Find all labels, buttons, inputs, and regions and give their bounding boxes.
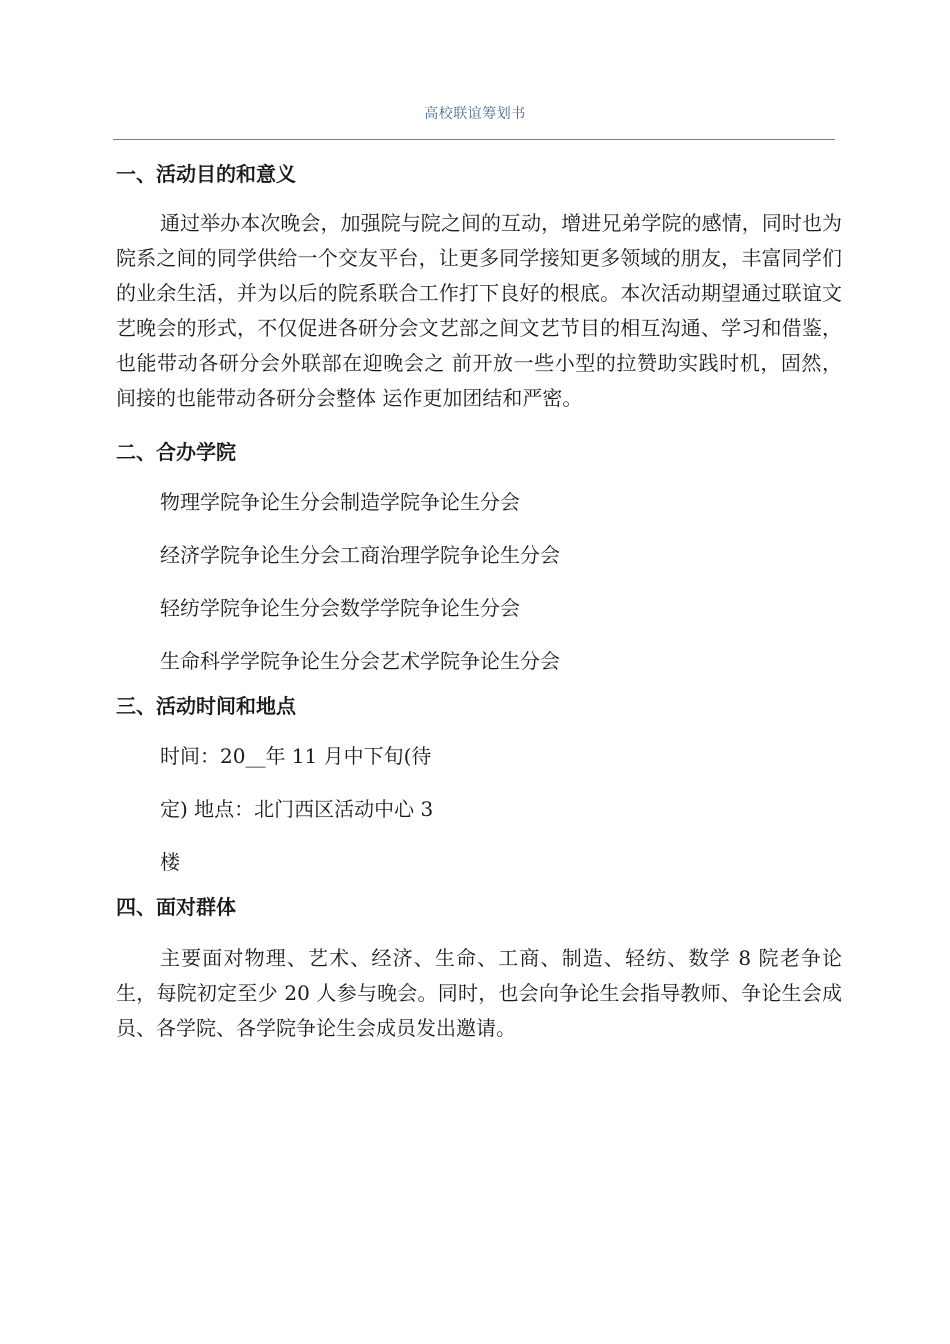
time-line: 时间：20__年 11 月中下旬(待 xyxy=(160,744,432,768)
section-paragraph-purpose: 通过举办本次晚会，加强院与院之间的互动，增进兄弟学院的感情，同时也为院系之间的同学供给一个交友平台，让更多同学接知更多领域的朋友，丰富同学们的业余生活，并为以后的院系联合工作打下良好的根底。本次活动期望通过联谊文艺晚会的形式，不仅促进各研分会文艺部之间文艺节目的相互沟通、学习和借鉴，也能带动各研分会外联部在迎晚会之 前开放一些小型的拉赞助实践时机，固然，间接的也能带动各研分会整体 运作更加团结和严密。 xyxy=(116,211,842,410)
section-heading-time-place: 三、活动时间和地点 xyxy=(116,694,296,718)
place-line-continued: 楼 xyxy=(160,850,180,874)
list-item: 轻纺学院争论生分会数学学院争论生分会 xyxy=(160,596,520,620)
college-list xyxy=(116,476,842,688)
place-line: 定) 地点：北门西区活动中心 3 xyxy=(160,797,434,821)
section-heading-colleges: 二、合办学院 xyxy=(116,440,236,464)
time-place-lines xyxy=(116,730,842,889)
document-body xyxy=(116,154,842,1046)
section-heading-audience: 四、面对群体 xyxy=(116,895,236,919)
running-header-title: 高校联谊筹划书 xyxy=(424,106,526,122)
header-divider xyxy=(113,139,835,140)
list-item: 物理学院争论生分会制造学院争论生分会 xyxy=(160,490,520,514)
list-item: 经济学院争论生分会工商治理学院争论生分会 xyxy=(160,543,560,567)
list-item: 生命科学学院争论生分会艺术学院争论生分会 xyxy=(160,649,560,673)
section-paragraph-audience: 主要面对物理、艺术、经济、生命、工商、制造、轻纺、数学 8 院老争论生，每院初定至少 20 人参与晚会。同时，也会向争论生会指导教师、争论生会成员、各学院、各学院争论生会成员发出邀请。 xyxy=(116,946,842,1040)
section-heading-purpose: 一、活动目的和意义 xyxy=(116,162,296,186)
